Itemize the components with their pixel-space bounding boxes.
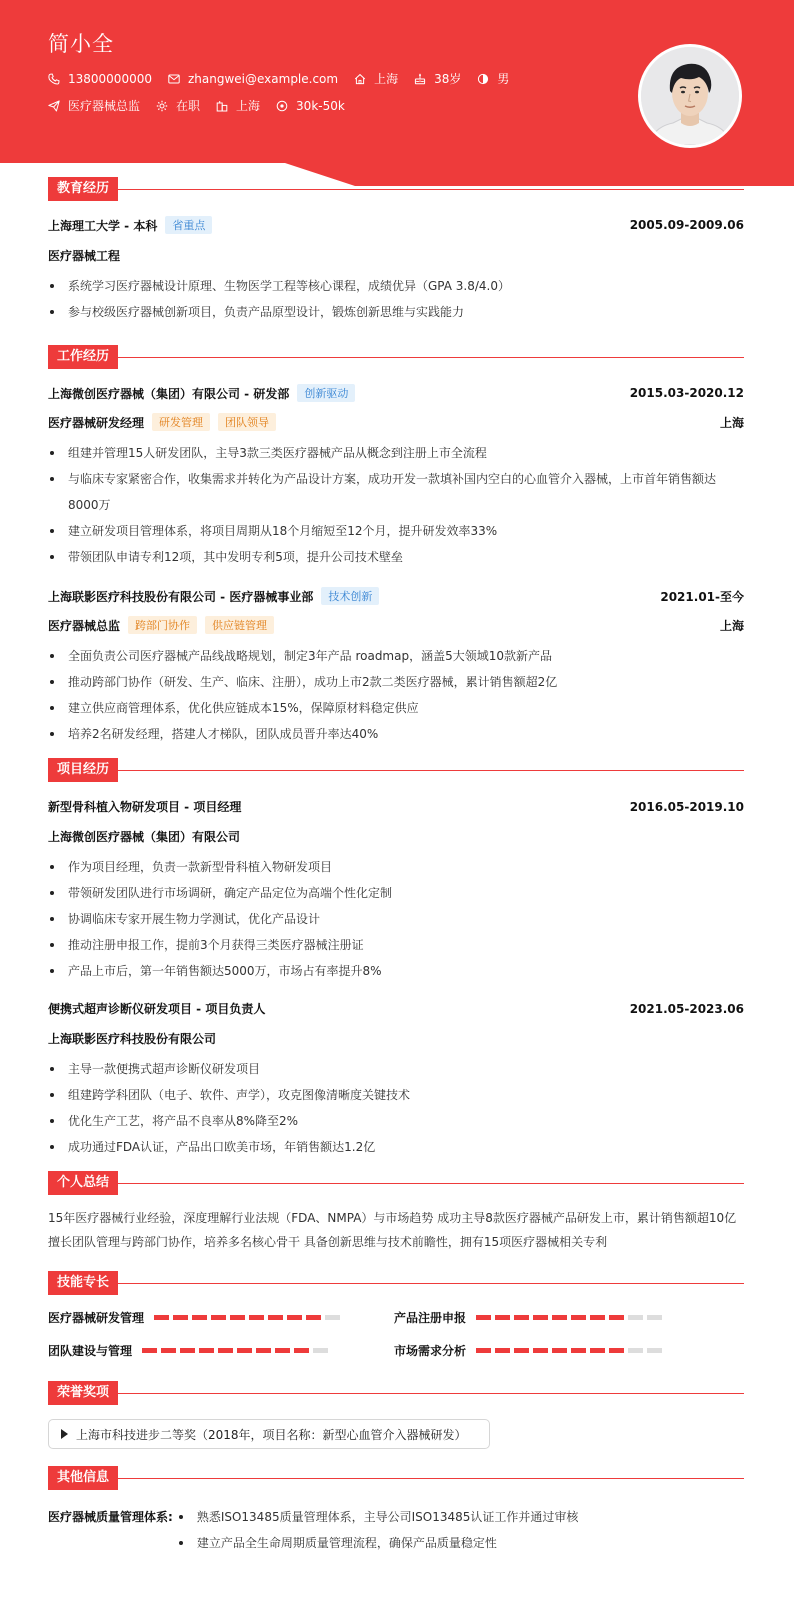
other-info-bullets (177, 1504, 579, 1556)
skill-item (48, 1342, 332, 1359)
skill-segment-empty (628, 1348, 643, 1353)
list-item: 组建跨学科团队（电子、软件、声学），攻克图像清晰度关键技术 (48, 1082, 744, 1108)
skill-segment-filled (161, 1348, 176, 1353)
work-header-row (48, 587, 744, 605)
status-item (156, 97, 200, 114)
contact-row (48, 70, 525, 87)
phone-number[interactable]: 13800000000 (68, 71, 152, 86)
summary-line: 擅长团队管理与跨部门协作，培养多名核心骨干 具备创新思维与技术前瞻性，拥有15项医疗器械相关专利 (48, 1235, 608, 1249)
work-section (48, 345, 744, 747)
list-item: 参与校级医疗器械创新项目，负责产品原型设计，锻炼创新思维与实践能力 (48, 299, 744, 325)
avatar (638, 44, 742, 148)
skill-segment-filled (306, 1315, 321, 1320)
work-date: 2015.03-2020.12 (629, 386, 744, 400)
education-heading (48, 177, 744, 201)
award-text: 上海市科技进步二等奖（2018年，项目名称：新型心血管介入器械研发） (76, 1427, 467, 1442)
gender-item (477, 70, 509, 87)
building-icon (216, 100, 228, 112)
salary-item (276, 99, 345, 113)
company-name: 上海联影医疗科技股份有限公司 - 医疗器械事业部 (48, 589, 314, 604)
school-name: 上海理工大学 - 本科 (48, 218, 158, 233)
list-item-text: 与临床专家紧密合作，收集需求并转化为产品设计方案，成功开发一款填补国内空白的心血管介入器械，上市首年销售额达 (68, 472, 717, 486)
list-item: 推动注册申报工作，提前3个月获得三类医疗器械注册证 (48, 932, 744, 958)
avatar-portrait-icon (641, 47, 739, 145)
skill-segment-empty (325, 1315, 340, 1320)
project-entry (48, 798, 744, 984)
role-row (48, 616, 744, 634)
work-date: 2021.01-至今 (660, 589, 744, 604)
home-icon (354, 73, 366, 85)
skill-segment-filled (268, 1315, 283, 1320)
work-city: 上海 (719, 415, 744, 430)
list-item: 建立供应商管理体系，优化供应链成本15%，保障原材料稳定供应 (48, 695, 744, 721)
project-company: 上海联影医疗科技股份有限公司 (48, 1032, 217, 1046)
section-title: 项目经历 (48, 758, 118, 782)
section-title: 工作经历 (48, 345, 118, 369)
skill-segment-filled (609, 1315, 624, 1320)
role-title: 医疗器械研发经理 (48, 415, 145, 430)
other-info-row (48, 1504, 744, 1556)
list-item: 带领团队申请专利12项，其中发明专利5项，提升公司技术壁垒 (48, 544, 744, 570)
work-header-row (48, 384, 744, 402)
candidate-name: 简小全 (48, 32, 114, 56)
mail-icon (168, 73, 180, 85)
list-item (48, 466, 744, 518)
work-bullets (48, 440, 744, 570)
awards-heading (48, 1381, 744, 1405)
resume-header (0, 0, 794, 186)
list-item: 系统学习医疗器械设计原理、生物医学工程等核心课程，成绩优异（GPA 3.8/4.0） (48, 273, 744, 299)
phone-item (48, 72, 152, 86)
work-heading (48, 345, 744, 369)
project-bullets (48, 1056, 744, 1160)
phone-icon (48, 73, 60, 85)
skill-segment-filled (237, 1348, 252, 1353)
skill-label: 产品注册申报 (394, 1311, 467, 1325)
section-title: 荣誉奖项 (48, 1381, 118, 1405)
skill-segment-filled (294, 1348, 309, 1353)
skills-grid (48, 1295, 744, 1365)
company-tag: 技术创新 (321, 587, 379, 605)
skill-segment-filled (154, 1315, 169, 1320)
skill-segment-filled (476, 1348, 491, 1353)
project-header-row (48, 1000, 744, 1017)
job-intent-row (48, 97, 361, 114)
skill-segment-filled (514, 1315, 529, 1320)
skill-item (394, 1342, 666, 1359)
award-item[interactable] (48, 1419, 490, 1449)
project-date: 2016.05-2019.10 (629, 799, 744, 814)
section-divider (118, 189, 744, 190)
list-item: 全面负责公司医疗器械产品线战略规划，制定3年产品 roadmap，涵盖5大领域10款新产品 (48, 643, 744, 669)
skill-segment-filled (180, 1348, 195, 1353)
summary-text (48, 1206, 744, 1254)
education-bullets (48, 273, 744, 325)
target-city-item (216, 97, 260, 114)
status-text: 在职 (176, 99, 201, 113)
project-bullets (48, 854, 744, 984)
skill-item (48, 1309, 344, 1326)
work-city: 上海 (719, 618, 744, 633)
section-divider (118, 1478, 744, 1479)
work-entry (48, 384, 744, 570)
skill-segment-filled (230, 1315, 245, 1320)
role-tag: 研发管理 (152, 413, 210, 431)
summary-heading (48, 1171, 744, 1195)
skill-segment-empty (647, 1348, 662, 1353)
skill-segment-filled (495, 1315, 510, 1320)
award-list (48, 1419, 744, 1449)
skill-segment-filled (590, 1348, 605, 1353)
list-item: 带领研发团队进行市场调研，确定产品定位为高端个性化定制 (48, 880, 744, 906)
skill-segment-filled (275, 1348, 290, 1353)
role-row (48, 413, 744, 431)
skill-level-bar (476, 1348, 666, 1353)
cake-icon (414, 73, 426, 85)
project-title: 便携式超声诊断仪研发项目 - 项目负责人 (48, 1002, 266, 1016)
projects-heading (48, 758, 744, 782)
role-tag: 跨部门协作 (128, 616, 197, 634)
skill-segment-empty (313, 1348, 328, 1353)
role-tag: 团队领导 (218, 413, 276, 431)
skill-segment-filled (287, 1315, 302, 1320)
skill-segment-filled (249, 1315, 264, 1320)
skill-segment-filled (173, 1315, 188, 1320)
money-icon (276, 100, 288, 112)
other-heading (48, 1466, 744, 1490)
send-icon (48, 100, 60, 112)
section-divider (118, 357, 744, 358)
summary-section (48, 1171, 744, 1254)
work-bullets (48, 643, 744, 747)
section-divider (118, 1183, 744, 1184)
skill-label: 市场需求分析 (394, 1344, 467, 1358)
section-divider (118, 1393, 744, 1394)
section-title: 教育经历 (48, 177, 118, 201)
email-address[interactable]: zhangwei@example.com (187, 71, 339, 86)
list-item-text-continued: 8000万 (68, 498, 111, 512)
caret-right-icon (61, 1429, 68, 1439)
skill-segment-filled (552, 1348, 567, 1353)
list-item: 产品上市后，第一年销售额达5000万，市场占有率提升8% (48, 958, 744, 984)
gender-icon (477, 73, 489, 85)
skill-segment-filled (609, 1348, 624, 1353)
other-section (48, 1466, 744, 1556)
skill-segment-filled (571, 1348, 586, 1353)
skill-level-bar (476, 1315, 666, 1320)
skills-section (48, 1271, 744, 1365)
position-text: 医疗器械总监 (68, 99, 141, 113)
skill-segment-filled (533, 1315, 548, 1320)
major-name: 医疗器械工程 (48, 249, 121, 263)
skill-segment-filled (192, 1315, 207, 1320)
list-item: 协调临床专家开展生物力学测试，优化产品设计 (48, 906, 744, 932)
section-title: 技能专长 (48, 1271, 118, 1295)
settings-icon (156, 100, 168, 112)
list-item: 成功通过FDA认证，产品出口欧美市场，年销售额达1.2亿 (48, 1134, 744, 1160)
school-tag: 省重点 (165, 216, 212, 234)
list-item: 作为项目经理，负责一款新型骨科植入物研发项目 (48, 854, 744, 880)
list-item: 主导一款便携式超声诊断仪研发项目 (48, 1056, 744, 1082)
gender-text: 男 (497, 72, 510, 86)
skill-segment-filled (211, 1315, 226, 1320)
skill-item (394, 1309, 666, 1326)
list-item: 优化生产工艺，将产品不良率从8%降至2% (48, 1108, 744, 1134)
skill-segment-filled (476, 1315, 491, 1320)
skill-segment-empty (647, 1315, 662, 1320)
list-item: 熟悉ISO13485质量管理体系，主导公司ISO13485认证工作并通过审核 (177, 1504, 579, 1530)
skill-segment-filled (533, 1348, 548, 1353)
section-title: 个人总结 (48, 1171, 118, 1195)
other-info-key: 医疗器械质量管理体系: (48, 1510, 173, 1524)
salary-text: 30k-50k (296, 98, 345, 113)
project-header-row (48, 798, 744, 815)
email-item (168, 72, 338, 86)
company-name: 上海微创医疗器械（集团）有限公司 - 研发部 (48, 386, 290, 401)
company-tag: 创新驱动 (297, 384, 355, 402)
section-title: 其他信息 (48, 1466, 118, 1490)
skill-segment-filled (199, 1348, 214, 1353)
skill-level-bar (154, 1315, 344, 1320)
summary-line: 15年医疗器械行业经验，深度理解行业法规（FDA、NMPA）与市场趋势 成功主导8款医疗器械产品研发上市，累计销售额超10亿 (48, 1211, 737, 1225)
section-divider (118, 1283, 744, 1284)
projects-section (48, 758, 744, 1160)
skill-segment-filled (256, 1348, 271, 1353)
education-date: 2005.09-2009.06 (629, 218, 744, 232)
project-date: 2021.05-2023.06 (629, 1001, 744, 1016)
list-item: 培养2名研发经理，搭建人才梯队，团队成员晋升率达40% (48, 721, 744, 747)
skill-level-bar (142, 1348, 332, 1353)
age-text: 38岁 (434, 72, 462, 86)
skill-segment-filled (552, 1315, 567, 1320)
project-entry (48, 1000, 744, 1160)
project-title: 新型骨科植入物研发项目 - 项目经理 (48, 800, 242, 814)
position-item (48, 97, 140, 114)
work-entry (48, 587, 744, 747)
skill-segment-filled (495, 1348, 510, 1353)
role-tag: 供应链管理 (205, 616, 274, 634)
skill-segment-empty (628, 1315, 643, 1320)
education-header-row (48, 216, 744, 234)
skill-segment-filled (514, 1348, 529, 1353)
skill-segment-filled (218, 1348, 233, 1353)
location-item (354, 70, 398, 87)
skills-heading (48, 1271, 744, 1295)
section-divider (118, 770, 744, 771)
education-section (48, 177, 744, 325)
list-item: 推动跨部门协作（研发、生产、临床、注册），成功上市2款二类医疗器械，累计销售额超2亿 (48, 669, 744, 695)
age-item (414, 70, 461, 87)
list-item: 建立研发项目管理体系，将项目周期从18个月缩短至12个月，提升研发效率33% (48, 518, 744, 544)
location-text: 上海 (374, 72, 399, 86)
skill-segment-filled (142, 1348, 157, 1353)
role-title: 医疗器械总监 (48, 618, 121, 633)
list-item: 组建并管理15人研发团队，主导3款三类医疗器械产品从概念到注册上市全流程 (48, 440, 744, 466)
skill-segment-filled (590, 1315, 605, 1320)
skill-segment-filled (571, 1315, 586, 1320)
skill-label: 医疗器械研发管理 (48, 1311, 145, 1325)
target-city-text: 上海 (236, 99, 261, 113)
project-company: 上海微创医疗器械（集团）有限公司 (48, 830, 241, 844)
awards-section (48, 1381, 744, 1449)
skill-label: 团队建设与管理 (48, 1344, 133, 1358)
list-item: 建立产品全生命周期质量管理流程，确保产品质量稳定性 (177, 1530, 579, 1556)
